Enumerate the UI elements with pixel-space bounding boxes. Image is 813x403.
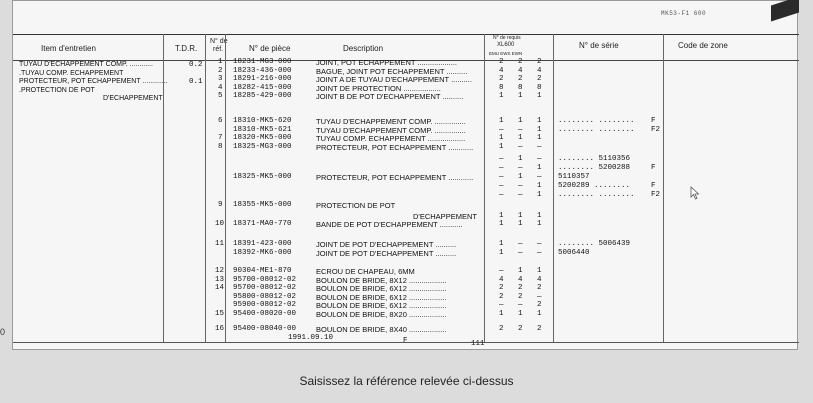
part-description: BOULON DE BRIDE, 6X12 .................. xyxy=(316,301,447,310)
part-number: 18285-429-000 xyxy=(233,92,292,100)
required-qty: 2 xyxy=(537,325,542,333)
part-number: 18392-MK6-000 xyxy=(233,249,292,257)
zone-code: F xyxy=(651,117,656,125)
required-qty: — xyxy=(499,173,504,181)
serial-number: ........ ........ xyxy=(558,191,635,199)
ref-number: 6 xyxy=(218,117,223,125)
required-qty: 1 xyxy=(537,125,542,134)
ref-number: 2 xyxy=(218,66,223,75)
part-description: JOINT DE POT D'ECHAPPEMENT .......... xyxy=(316,240,457,249)
required-qty: 4 xyxy=(499,275,504,284)
required-qty: 4 xyxy=(518,275,523,284)
ref-number: 4 xyxy=(218,83,223,92)
serial-number: 5110357 xyxy=(558,173,590,181)
maintenance-item-label: PROTECTEUR, POT ECHAPPEMENT ............. xyxy=(19,78,168,85)
required-qty: — xyxy=(537,173,542,181)
required-qty: 1 xyxy=(537,220,542,228)
serial-number: ........ 5006439 xyxy=(558,240,631,248)
part-number: 95400-08040-00 xyxy=(233,325,297,333)
col-divider xyxy=(663,34,664,342)
col-divider xyxy=(553,34,554,342)
col-header-ref-2: réf. xyxy=(213,46,224,53)
maintenance-item-tdr: 0.1 xyxy=(189,78,203,86)
part-description: PROTECTEUR, POT ECHAPPEMENT ............ xyxy=(316,142,474,152)
required-qty: — xyxy=(499,267,504,275)
part-description: JOINT B DE POT D'ECHAPPEMENT .......... xyxy=(316,92,464,101)
required-qty: 1 xyxy=(518,92,523,100)
part-number: 18371-MA0-770 xyxy=(233,220,292,228)
required-qty: 4 xyxy=(499,66,504,75)
required-qty: — xyxy=(518,163,523,172)
part-description: JOINT DE POT D'ECHAPPEMENT .......... xyxy=(316,249,457,258)
required-qty: — xyxy=(518,182,523,190)
col-header-desc: Description xyxy=(343,44,384,53)
maintenance-item-label: D'ECHAPPEMENT xyxy=(103,95,163,102)
maintenance-item-label: .PROTECTION DE POT xyxy=(19,86,95,94)
required-qty: 1 xyxy=(518,212,523,220)
required-qty: 2 xyxy=(499,75,504,83)
part-description: D'ECHAPPEMENT xyxy=(413,212,477,221)
required-qty: 8 xyxy=(537,83,542,92)
required-qty: — xyxy=(537,155,542,163)
ref-number: 11 xyxy=(215,240,225,248)
footer-letter: F xyxy=(403,337,408,345)
ref-number: 8 xyxy=(218,142,223,151)
part-number: 95800-08012-02 xyxy=(233,292,297,301)
ref-number: 14 xyxy=(215,284,225,292)
required-qty: 1 xyxy=(499,142,504,151)
parts-catalog-sheet xyxy=(12,0,798,350)
required-qty: 2 xyxy=(499,58,504,66)
sheet-ref-code: MK53-F1 600 xyxy=(661,10,707,17)
required-qty: — xyxy=(499,125,504,134)
part-description: BOULON DE BRIDE, 6X12 .................. xyxy=(316,284,447,293)
part-description: JOINT A DE TUYAU D'ECHAPPEMENT .......... xyxy=(316,75,472,84)
required-qty: 4 xyxy=(537,66,542,75)
part-number: 18325-MK5-000 xyxy=(233,173,292,181)
part-description: BOULON DE BRIDE, 8X12 .................. xyxy=(316,275,447,285)
col-header-req-sub: EMU EWS EWN xyxy=(489,51,523,56)
part-description: BOULON DE BRIDE, 6X12 .................. xyxy=(316,292,447,302)
required-qty: 1 xyxy=(518,117,523,125)
required-qty: 2 xyxy=(499,325,504,333)
required-qty: 8 xyxy=(518,83,523,92)
part-number: 18355-MK5-000 xyxy=(233,201,292,209)
part-description: PROTECTION DE POT xyxy=(316,201,396,210)
part-description: BOULON DE BRIDE, 8X40 .................. xyxy=(316,325,447,334)
serial-number: ........ 5200288 xyxy=(558,163,631,172)
required-qty: 1 xyxy=(537,182,542,190)
required-qty: 1 xyxy=(537,117,542,125)
serial-number: ........ ........ xyxy=(558,117,635,125)
required-qty: — xyxy=(518,191,523,199)
required-qty: 2 xyxy=(518,58,523,66)
ref-number: 9 xyxy=(218,201,223,209)
required-qty: 4 xyxy=(518,66,523,75)
col-divider xyxy=(225,34,226,342)
required-qty: 1 xyxy=(537,267,542,275)
required-qty: — xyxy=(518,249,523,257)
ref-number: 16 xyxy=(215,325,225,333)
mouse-pointer-icon xyxy=(690,186,700,200)
part-number: 18291-216-000 xyxy=(233,75,292,83)
header-top-rule xyxy=(13,34,799,35)
serial-number: ........ ........ xyxy=(558,125,635,134)
part-number: 18310-MK5-621 xyxy=(233,125,292,134)
part-description: BANDE DE POT D'ECHAPPEMENT ........... xyxy=(316,220,463,229)
col-header-part: N° de pièce xyxy=(249,44,291,53)
ref-number: 13 xyxy=(215,275,225,284)
part-description: TUYAU D'ECHAPPEMENT COMP. ............... xyxy=(316,117,466,126)
zone-code: F2 xyxy=(651,125,661,134)
required-qty: — xyxy=(518,125,523,134)
part-number: 90304-ME1-870 xyxy=(233,267,292,275)
required-qty: 1 xyxy=(537,92,542,100)
edge-mark: 0 xyxy=(0,327,6,337)
serial-number: ........ 5110356 xyxy=(558,155,631,163)
required-qty: 1 xyxy=(537,163,542,172)
ref-number: 12 xyxy=(215,267,225,275)
required-qty: — xyxy=(499,163,504,172)
required-qty: 1 xyxy=(537,309,542,318)
required-qty: 1 xyxy=(518,155,523,163)
col-header-serie: N° de série xyxy=(579,41,619,50)
part-number: 18233-436-000 xyxy=(233,66,292,75)
ref-number: 3 xyxy=(218,75,223,83)
sheet-corner xyxy=(771,0,799,22)
required-qty: — xyxy=(499,155,504,163)
required-qty: 2 xyxy=(537,301,542,309)
required-qty: 1 xyxy=(537,191,542,199)
zone-code: F xyxy=(651,182,656,190)
ref-number: 15 xyxy=(215,309,225,318)
part-description: TUYAU COMP. ECHAPPEMENT .................. xyxy=(316,134,466,143)
part-number: 18231-MG3-000 xyxy=(233,58,292,66)
required-qty: 1 xyxy=(499,212,504,220)
part-number: 18310-MK5-620 xyxy=(233,117,292,125)
required-qty: 1 xyxy=(499,240,504,248)
zone-code: F2 xyxy=(651,191,661,199)
required-qty: — xyxy=(537,240,542,248)
col-header-tdr: T.D.R. xyxy=(175,44,198,53)
ref-number: 10 xyxy=(215,220,225,228)
part-number: 18325-MG3-000 xyxy=(233,142,292,151)
part-number: 95900-08012-02 xyxy=(233,301,297,309)
part-number: 18282-415-000 xyxy=(233,83,292,92)
required-qty: — xyxy=(499,301,504,309)
required-qty: — xyxy=(537,292,542,301)
part-number: 95700-08012-02 xyxy=(233,284,297,292)
required-qty: — xyxy=(499,191,504,199)
serial-number: 5200289 ........ xyxy=(558,182,631,190)
maintenance-item-tdr: 0.2 xyxy=(189,61,203,69)
instruction-text: Saisissez la référence relevée ci-dessus xyxy=(299,374,514,388)
required-qty: 1 xyxy=(518,134,523,142)
serial-number: 5006440 xyxy=(558,249,590,257)
maintenance-item-label: TUYAU D'ECHAPPEMENT COMP. ............ xyxy=(19,61,153,68)
required-qty: — xyxy=(518,142,523,151)
required-qty: 1 xyxy=(499,220,504,228)
required-qty: — xyxy=(518,301,523,309)
col-header-req-model: XL600 xyxy=(497,42,515,48)
required-qty: 2 xyxy=(499,292,504,301)
required-qty: — xyxy=(537,249,542,257)
required-qty: 2 xyxy=(537,284,542,292)
col-header-req-top: N° de requis xyxy=(493,35,521,41)
part-description: JOINT DE PROTECTION .................. xyxy=(316,83,441,93)
required-qty: — xyxy=(537,142,542,151)
required-qty: 2 xyxy=(518,284,523,292)
ref-number: 7 xyxy=(218,134,223,142)
part-description: ECROU DE CHAPEAU, 6MM xyxy=(316,267,415,276)
maintenance-item-label: .TUYAU COMP. ECHAPPEMENT xyxy=(19,69,124,77)
part-description: TUYAU D'ECHAPPEMENT COMP. ............... xyxy=(316,125,466,135)
part-description: BOULON DE BRIDE, 8X20 .................. xyxy=(316,309,447,319)
part-description: BAGUE, JOINT POT ECHAPPEMENT .......... xyxy=(316,66,468,76)
col-header-ref-1: N° de xyxy=(210,38,228,45)
required-qty: 2 xyxy=(518,325,523,333)
col-divider xyxy=(484,34,485,342)
required-qty: 1 xyxy=(499,309,504,318)
required-qty: 1 xyxy=(499,249,504,257)
required-qty: 1 xyxy=(499,117,504,125)
footer-page: 111 xyxy=(471,340,485,348)
zone-code: F xyxy=(651,163,656,172)
required-qty: 1 xyxy=(518,309,523,318)
required-qty: 1 xyxy=(518,267,523,275)
required-qty: 1 xyxy=(537,212,542,220)
part-number: 18320-MK5-000 xyxy=(233,134,292,142)
required-qty: 1 xyxy=(518,220,523,228)
part-number: 95700-08012-02 xyxy=(233,275,297,284)
ref-number: 5 xyxy=(218,92,223,100)
required-qty: 2 xyxy=(518,75,523,83)
part-description: PROTECTEUR, POT ECHAPPEMENT ............ xyxy=(316,173,474,182)
required-qty: 8 xyxy=(499,83,504,92)
part-number: 18391-423-000 xyxy=(233,240,292,248)
required-qty: — xyxy=(518,240,523,248)
footer-date: 1991.09.10 xyxy=(288,334,334,342)
required-qty: 2 xyxy=(518,292,523,301)
col-header-item: Item d'entretien xyxy=(41,44,96,53)
required-qty: 2 xyxy=(537,75,542,83)
required-qty: 2 xyxy=(537,58,542,66)
required-qty: 2 xyxy=(499,284,504,292)
ref-number: 1 xyxy=(218,58,223,66)
col-divider xyxy=(205,34,206,342)
col-header-zone: Code de zone xyxy=(678,41,728,50)
part-description: JOINT, POT ECHAPPEMENT ................... xyxy=(316,58,457,67)
required-qty: 1 xyxy=(499,92,504,100)
required-qty: 1 xyxy=(537,134,542,142)
required-qty: — xyxy=(499,182,504,190)
required-qty: 1 xyxy=(518,173,523,181)
part-number: 95400-08020-00 xyxy=(233,309,297,318)
required-qty: 4 xyxy=(537,275,542,284)
required-qty: 1 xyxy=(499,134,504,142)
